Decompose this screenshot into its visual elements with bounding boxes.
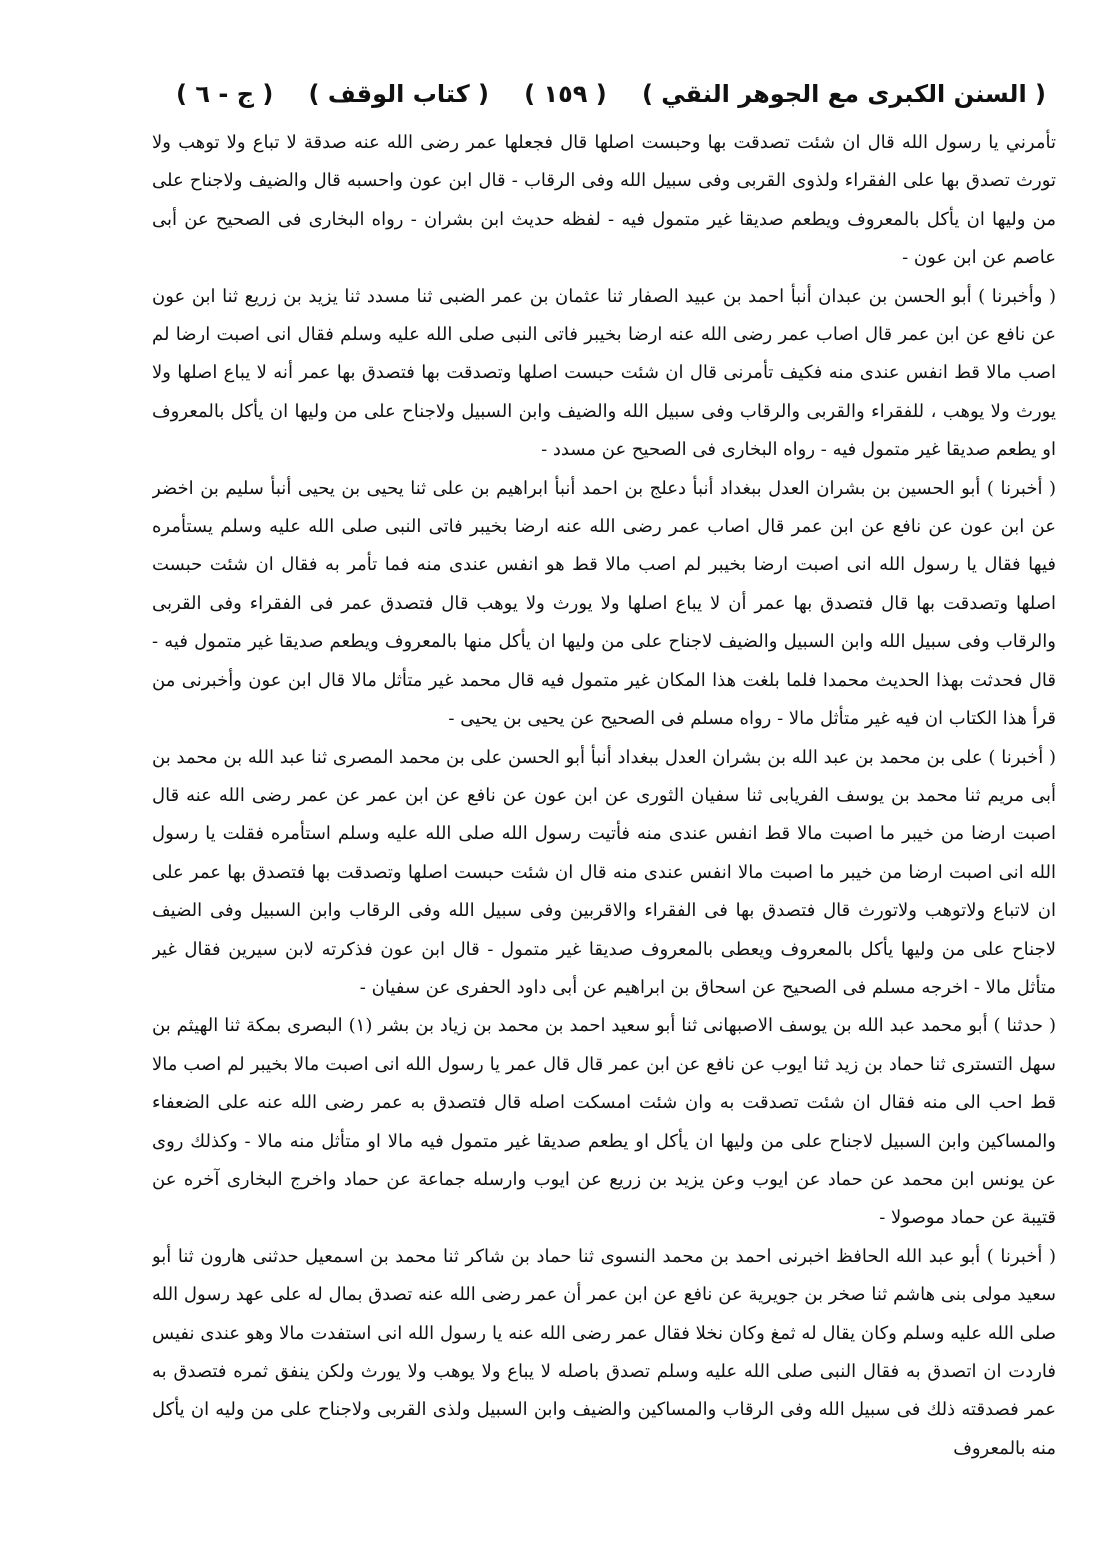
paragraph-5: ( حدثنا ) أبو محمد عبد الله بن يوسف الاصبهانى ثنا أبو سعيد احمد بن محمد بن زياد بن بشر (١) البصرى بمكة ثنا الهيثم بن سهل التسترى ثنا حماد بن زيد ثنا ايوب عن نافع عن ابن عمر قال قال عمر يا رسول الله انى اصبت مالا بخيبر لم اصب مالا قط احب الى منه فقال ان شئت تصدقت به وان شئت امسكت اصله قال فتصدق به عمر رضى الله عنه على الضعفاء والمساكين وابن السبيل لاجناح على من وليها ان يأكل او يطعم صديقا غير متمول فيه مالا او متأثل منه مالا - وكذلك روى عن يونس ابن محمد عن حماد عن ايوب وعن يزيد بن زريع عن ايوب وارسله جماعة عن حماد واخرج البخارى آخره عن قتيبة عن حماد موصولا - (152, 1015, 1056, 1229)
volume-number: ( ج - ٦ ) (176, 80, 274, 108)
book-title: ( السنن الكبرى مع الجوهر النقي ) (641, 80, 1046, 108)
paragraph-1: تأمرني يا رسول الله قال ان شئت تصدقت بها وحبست اصلها قال فجعلها عمر رضى الله عنه صدقة لا تباع ولا توهب ولا تورث تصدق بها على الفقراء ولذوى القربى وفى سبيل الله وفى الرقاب - قال ابن عون واحسبه قال والضيف ولاجناح على من وليها ان يأكل بالمعروف ويطعم صديقا غير متمول فيه - لفظه حديث ابن بشران - رواه البخارى فى الصحيح عن أبى عاصم عن ابن عون - (152, 132, 1056, 269)
paragraph-3: ( أخبرنا ) أبو الحسين بن بشران العدل ببغداد أنبأ دعلج بن احمد أنبأ ابراهيم بن على ثنا يحيى بن يحيى أنبأ سليم بن اخضر عن ابن عون عن نافع عن ابن عمر قال اصاب عمر رضى الله عنه ارضا بخيبر فاتى النبى صلى الله عليه وسلم يستأمره فيها فقال يا رسول الله انى اصبت ارضا بخيبر لم اصب مالا قط هو انفس عندى منه فما تأمر به فقال ان شئت حبست اصلها وتصدقت بها قال فتصدق بها عمر أن لا يباع اصلها ولا يورث ولا يوهب قال فتصدق عمر فى الفقراء وفى القربى والرقاب وفى سبيل الله وابن السبيل والضيف لاجناح على من وليها ان يأكل منها بالمعروف ويطعم صديقا غير متمول فيه - قال فحدثت بهذا الحديث محمدا فلما بلغت هذا المكان غير متمول فيه قال محمد غير متأثل مالا قال ابن عون وأخبرنى من قرأ هذا الكتاب ان فيه غير متأثل مالا - رواه مسلم فى الصحيح عن يحيى بن يحيى - (152, 477, 1056, 730)
page-number: ( ١٥٩ ) (524, 80, 607, 108)
paragraph-2: ( وأخبرنا ) أبو الحسن بن عبدان أنبأ احمد بن عبيد الصفار ثنا عثمان بن عمر الضبى ثنا مسدد ثنا يزيد بن زريع ثنا ابن عون عن نافع عن ابن عمر قال اصاب عمر رضى الله عنه ارضا بخيبر فاتى النبى صلى الله عليه وسلم فقال انى اصبت ارضا لم اصب مالا قط انفس عندى منه فكيف تأمرنى قال ان شئت حبست اصلها وتصدقت بها فتصدق بها عمر أنه لا يباع اصلها ولا يورث ولا يوهب ، للفقراء والقربى والرقاب وفى سبيل الله والضيف وابن السبيل ولاجناح على من وليها ان يأكل بالمعروف او يطعم صديقا غير متمول فيه - رواه البخارى فى الصحيح عن مسدد - (152, 285, 1056, 461)
chapter-title: ( كتاب الوقف ) (308, 80, 489, 108)
body-text (152, 124, 1056, 1524)
paragraph-4: ( أخبرنا ) على بن محمد بن عبد الله بن بشران العدل ببغداد أنبأ أبو الحسن على بن محمد المصرى ثنا عبد الله بن محمد بن أبى مريم ثنا محمد بن يوسف الفريابى ثنا سفيان الثورى عن ابن عون عن نافع عن ابن عمر عن عمر رضى الله عنه قال اصبت ارضا من خيبر ما اصبت مالا قط انفس عندى منه فأتيت رسول الله صلى الله عليه وسلم استأمره فقلت يا رسول الله انى اصبت ارضا من خيبر ما اصبت مالا انفس عندى منه قال ان شئت حبست اصلها وتصدقت بها فتصدق بها عمر على ان لاتباع ولاتوهب ولاتورث قال فتصدق بها فى الفقراء والاقربين وفى سبيل الله وفى الرقاب وابن السبيل وفى الضيف لاجناح على من وليها يأكل بالمعروف ويعطى بالمعروف صديقا غير متمول - قال ابن عون فذكرته لابن سيرين فقال غير متأثل مالا - اخرجه مسلم فى الصحيح عن اسحاق بن ابراهيم عن أبى داود الحفرى عن سفيان - (152, 746, 1056, 998)
page-header (176, 72, 1046, 116)
paragraph-6: ( أخبرنا ) أبو عبد الله الحافظ اخبرنى احمد بن محمد النسوى ثنا حماد بن شاكر ثنا محمد بن اسمعيل حدثنى هارون ثنا أبو سعيد مولى بنى هاشم ثنا صخر بن جويرية عن نافع عن ابن عمر أن عمر رضى الله عنه تصدق بمال له على عهد رسول الله صلى الله عليه وسلم وكان يقال له ثمغ وكان نخلا فقال عمر رضى الله عنه يا رسول الله انى استفدت مالا وهو عندى نفيس فاردت ان اتصدق به فقال النبى صلى الله عليه وسلم تصدق باصله لا يباع ولا يوهب ولا يورث ولكن ينفق ثمره فتصدق به عمر فصدقته ذلك فى سبيل الله وفى الرقاب والمساكين والضيف وابن السبيل ولذى القربى ولاجناح على من وليه ان يأكل منه بالمعروف (152, 1245, 1056, 1459)
